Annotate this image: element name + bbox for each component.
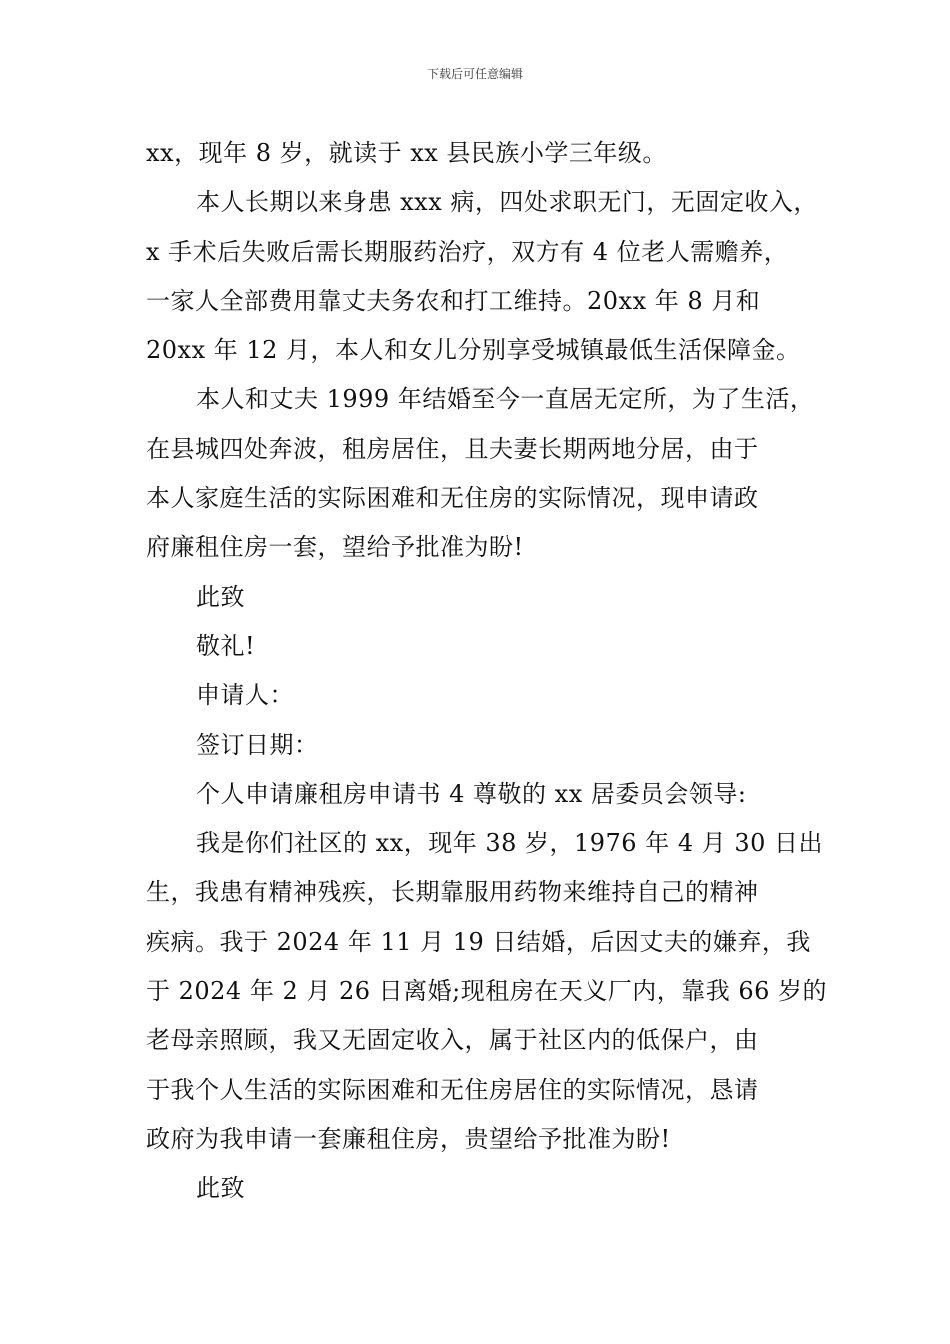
closing-salutation: 此致 [196, 582, 245, 611]
text-line: 本人长期以来身患 xxx 病，四处求职无门，无固定收入， [196, 188, 818, 217]
text-line: x 手术后失败后需长期服药治疗，双方有 4 位老人需赡养， [146, 237, 789, 266]
text-line: 政府为我申请一套廉租住房，贵望给予批准为盼! [146, 1124, 671, 1153]
text-line: 一家人全部费用靠丈夫务农和打工维持。20xx 年 8 月和 [146, 286, 761, 315]
page-header: 下载后可任意编辑 [426, 67, 523, 81]
text-line: xx，现年 8 岁，就读于 xx 县民族小学三年级。 [146, 139, 667, 167]
closing-respect: 敬礼! [196, 631, 256, 660]
text-line: 我是你们社区的 xx，现年 38 岁，1976 年 4 月 30 日出 [196, 829, 824, 858]
closing-salutation: 此致 [196, 1174, 245, 1203]
text-line: 老母亲照顾，我又无固定收入，属于社区内的低保户，由 [146, 1026, 759, 1055]
text-line: 府廉租住房一套，望给予批准为盼! [146, 533, 524, 562]
text-line: 20xx 年 12 月，本人和女儿分别享受城镇最低生活保障金。 [146, 336, 801, 365]
text-line: 生，我患有精神残疾，长期靠服用药物来维持自己的精神 [146, 878, 759, 907]
applicant-label: 申请人： [196, 681, 294, 710]
section-title: 个人申请廉租房申请书 4 尊敬的 xx 居委员会领导: [196, 779, 747, 808]
text-line: 于 2024 年 2 月 26 日离婚;现租房在天义厂内，靠我 66 岁的 [146, 977, 828, 1006]
text-line: 本人家庭生活的实际困难和无住房的实际情况，现申请政 [146, 484, 759, 513]
text-line: 本人和丈夫 1999 年结婚至今一直居无定所，为了生活， [196, 385, 815, 414]
text-line: 疾病。我于 2024 年 11 月 19 日结婚，后因丈夫的嫌弃，我 [146, 927, 811, 956]
document-body [146, 129, 828, 1214]
text-line: 在县城四处奔波，租房居住，且夫妻长期两地分居，由于 [146, 434, 759, 463]
signing-date-label: 签订日期： [196, 730, 319, 759]
text-line: 于我个人生活的实际困难和无住房居住的实际情况，恳请 [146, 1075, 759, 1104]
